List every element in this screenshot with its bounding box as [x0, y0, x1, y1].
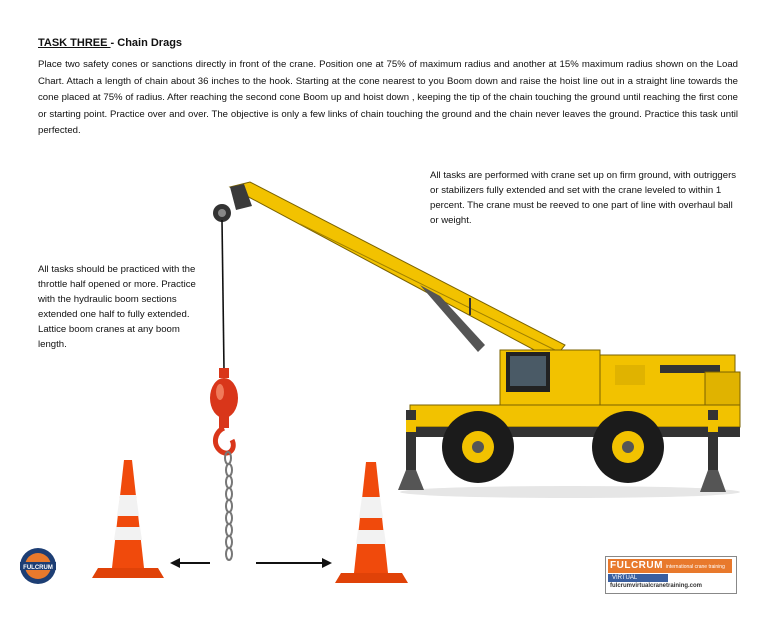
fulcrum-logo-virtual: VIRTUAL — [608, 574, 668, 582]
hoist-line — [222, 220, 224, 370]
safety-cone-left — [92, 460, 164, 578]
chain — [225, 452, 232, 560]
right-arrow — [256, 558, 332, 568]
overhaul-ball-hook — [210, 368, 238, 453]
intro-paragraph: Place two safety cones or sanctions directly in front of the crane. Position one at 75% of maximum radius and another at 15% maximum radius shown on the Load Chart. Attach a length of chain about 36 inches to the hook. Starting at the cone nearest to you Boom down and raise the hoist line out in a straight line towards the cone placed at 75% of radius. After reaching the second cone Boom up and hoist down , keeping the tip of the chain touching the ground until reaching the first cone or starting point. Practice over and over. The objective is only a few links of chain touching the ground and the chain never leaves the ground. Practice this task until perfected. — [38, 59, 738, 136]
task-title-suffix: - Chain Drags — [110, 37, 183, 49]
fulcrum-logo-url: fulcrumvirtualcranetraining.com — [610, 583, 703, 589]
crane-boom — [213, 182, 565, 360]
fulcrum-logo-left-text: FULCRUM — [23, 565, 53, 571]
task-title-prefix: TASK THREE — [38, 37, 111, 49]
safety-cone-right — [335, 462, 408, 583]
left-arrow — [170, 558, 210, 568]
practice-note: All tasks should be practiced with the throttle half opened or more. Practice with the hydraulic boom sections extended one half to fully extended. Lattice boom cranes at any boom length. — [38, 264, 196, 350]
fulcrum-logo-brand — [608, 559, 732, 573]
fulcrum-emblem-icon — [18, 546, 58, 586]
fulcrum-logo-left — [18, 546, 58, 586]
fulcrum-virtual-logo — [605, 556, 737, 594]
setup-note: All tasks are performed with crane set up on firm ground, with outriggers or stabilizers fully extended and set with the crane leveled to within 1 percent. The crane must be reeved to one part of line with overhaul ball or weight. — [430, 170, 737, 226]
fulcrum-logo-tagline: international crane training — [665, 564, 725, 570]
fulcrum-logo-brand-name: FULCRUM — [610, 560, 663, 571]
